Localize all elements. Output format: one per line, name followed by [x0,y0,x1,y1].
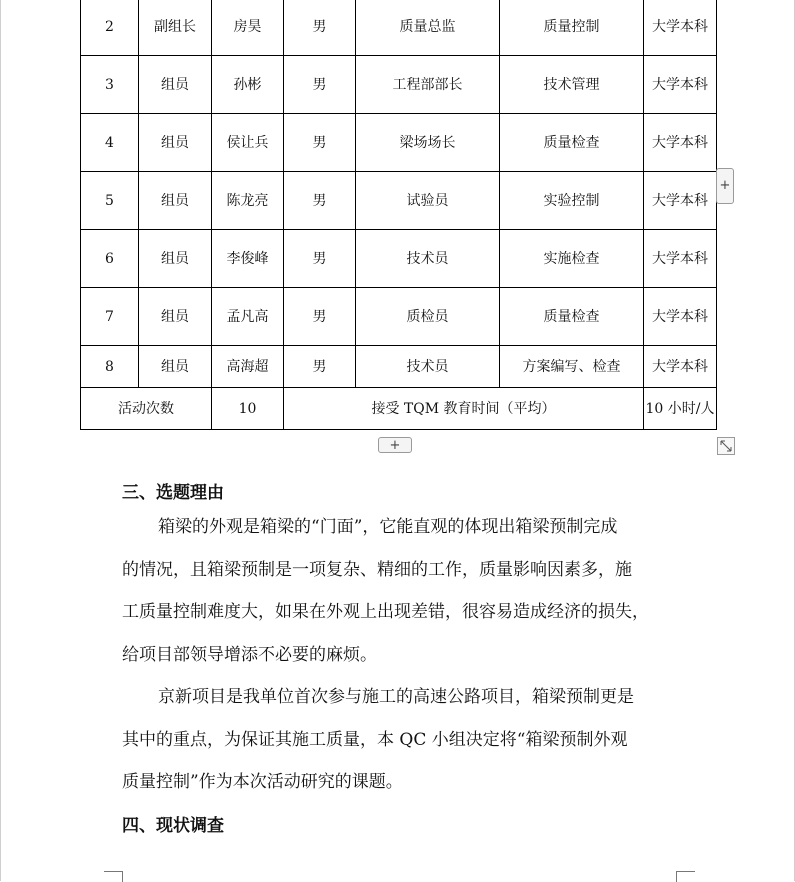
cell-duty[interactable]: 质量检查 [500,114,644,172]
cell-edu[interactable]: 大学本科 [644,114,717,172]
cell-gender[interactable]: 男 [284,230,356,288]
cell-no[interactable]: 8 [81,346,139,388]
tqm-education-label[interactable]: 接受 TQM 教育时间（平均） [284,388,644,430]
cell-title[interactable]: 技术员 [356,346,500,388]
cell-edu[interactable]: 大学本科 [644,172,717,230]
cell-gender[interactable]: 男 [284,56,356,114]
table-resize-handle[interactable] [717,437,735,455]
text-line: 工质量控制难度大，如果在外观上出现差错，很容易造成经济的损失， [122,602,649,622]
cell-gender[interactable]: 男 [284,172,356,230]
tqm-education-value[interactable]: 10 小时/人 [644,388,717,430]
activity-count-value[interactable]: 10 [212,388,284,430]
cell-title[interactable]: 质量总监 [356,0,500,56]
table-row [81,56,717,114]
cell-name[interactable]: 高海超 [212,346,284,388]
section-heading-reason: 三、选题理由 [122,483,224,503]
cell-role[interactable]: 组员 [139,288,212,346]
cell-role[interactable]: 组员 [139,114,212,172]
cell-no[interactable]: 2 [81,0,139,56]
cell-no[interactable]: 3 [81,56,139,114]
text-line: 给项目部领导增添不必要的麻烦。 [122,644,377,665]
cell-role[interactable]: 组员 [139,346,212,388]
cell-name[interactable]: 孙彬 [212,56,284,114]
text-line: 质量控制”作为本次活动研究的课题。 [122,772,403,792]
cell-role[interactable]: 组员 [139,56,212,114]
cell-title[interactable]: 工程部部长 [356,56,500,114]
cell-role[interactable]: 副组长 [139,0,212,56]
cell-title[interactable]: 试验员 [356,172,500,230]
cell-gender[interactable]: 男 [284,346,356,388]
cell-duty[interactable]: 实验控制 [500,172,644,230]
cell-no[interactable]: 4 [81,114,139,172]
cell-edu[interactable]: 大学本科 [644,346,717,388]
cell-duty[interactable]: 质量控制 [500,0,644,56]
cell-no[interactable]: 5 [81,172,139,230]
page-margin-mark [676,871,695,882]
table-row [81,288,717,346]
add-column-button[interactable]: + [716,168,734,204]
table-footer-row [81,388,717,430]
cell-role[interactable]: 组员 [139,172,212,230]
text-line: 箱梁的外观是箱梁的“门面”，它能直观的体现出箱梁预制完成 [158,517,618,537]
cell-duty[interactable]: 方案编写、检查 [500,346,644,388]
cell-duty[interactable]: 质量检查 [500,288,644,346]
cell-gender[interactable]: 男 [284,288,356,346]
cell-name[interactable]: 孟凡高 [212,288,284,346]
cell-name[interactable]: 陈龙亮 [212,172,284,230]
cell-edu[interactable]: 大学本科 [644,288,717,346]
cell-edu[interactable]: 大学本科 [644,56,717,114]
resize-diagonal-icon [720,440,732,452]
cell-title[interactable]: 梁场场长 [356,114,500,172]
paragraph-reason-1 [122,506,675,676]
section-heading-survey: 四、现状调查 [122,816,224,836]
page-margin-mark [104,871,123,882]
cell-role[interactable]: 组员 [139,230,212,288]
qc-member-table[interactable] [80,0,717,430]
page-edge-left [0,0,1,881]
text-line: 其中的重点，为保证其施工质量，本 QC 小组决定将“箱梁预制外观 [122,729,628,750]
paragraph-reason-2 [122,676,675,804]
cell-edu[interactable]: 大学本科 [644,230,717,288]
cell-gender[interactable]: 男 [284,114,356,172]
cell-name[interactable]: 李俊峰 [212,230,284,288]
cell-duty[interactable]: 实施检查 [500,230,644,288]
table-row [81,172,717,230]
activity-count-label[interactable]: 活动次数 [81,388,212,430]
cell-duty[interactable]: 技术管理 [500,56,644,114]
cell-name[interactable]: 房昊 [212,0,284,56]
cell-title[interactable]: 技术员 [356,230,500,288]
cell-no[interactable]: 6 [81,230,139,288]
text-line: 的情况，且箱梁预制是一项复杂、精细的工作，质量影响因素多，施 [122,559,632,580]
cell-name[interactable]: 侯让兵 [212,114,284,172]
text-line: 京新项目是我单位首次参与施工的高速公路项目，箱梁预制更是 [158,687,634,707]
table-row [81,230,717,288]
cell-title[interactable]: 质检员 [356,288,500,346]
cell-no[interactable]: 7 [81,288,139,346]
add-row-button[interactable]: + [378,437,412,453]
cell-edu[interactable]: 大学本科 [644,0,717,56]
cell-gender[interactable]: 男 [284,0,356,56]
table-row [81,346,717,388]
table-row [81,0,717,56]
table-row [81,114,717,172]
